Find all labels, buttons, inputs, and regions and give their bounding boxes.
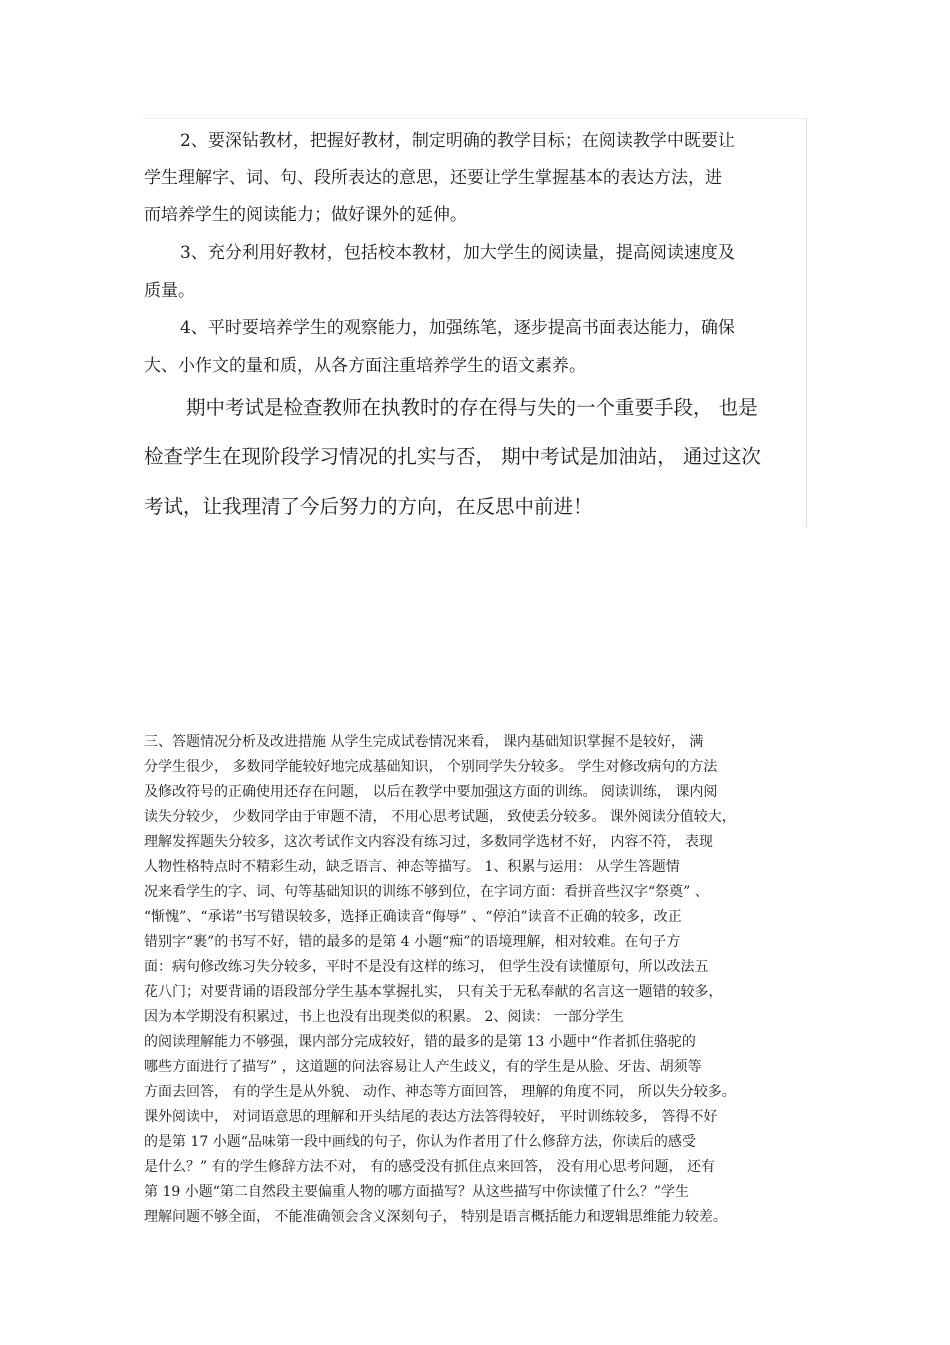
paragraph-line: 读失分较少， 少数同学由于审题不清， 不用心思考试题， 致使丢分较多。 课外阅读分值较大， [144,809,736,825]
paragraph-line: 是什么？” 有的学生修辞方法不对， 有的感受没有抓住点来回答， 没有用心思考问题， 还有 [144,1159,715,1175]
paragraph-line: 及修改符号的正确使用还存在问题， 以后在教学中要加强这方面的训练。 阅读训练， 课内阅 [144,784,718,800]
paragraph-line: 的阅读理解能力不够强，课内部分完成较好，错的最多的是第 13 小题中“作者抓住骆驼的 [144,1034,696,1050]
paragraph-line: 考试，让我理清了今后努力的方向，在反思中前进！ [144,495,593,518]
paragraph-line: 分学生很少， 多数同学能较好地完成基础知识， 个别同学失分较多。 学生对修改病句的方法 [144,759,718,775]
paragraph-line: 课外阅读中， 对词语意思的理解和开头结尾的表达方法答得较好， 平时训练较多， 答得不好 [144,1109,718,1125]
paragraph-line: 面：病句修改练习失分较多，平时不是没有这样的练习， 但学生没有读懂原句，所以改法五 [144,959,709,975]
paragraph-line: 期中考试是检查教师在执教时的存在得与失的一个重要手段， 也是 [186,396,758,419]
paragraph-line: 的是第 17 小题“品味第一段中画线的句子，你认为作者用了什么修辞方法，你读后的感受 [144,1134,696,1150]
paragraph-line: 理解问题不够全面， 不能准确领会含义深刻句子， 特别是语言概括能力和逻辑思维能力较差。 [144,1209,727,1225]
paragraph-line: “惭愧”、“承诺”书写错误较多，选择正确读音“侮辱” 、“停泊”读音不正确的较多，改正 [144,909,682,925]
paragraph-line: 检查学生在现阶段学习情况的扎实与否， 期中考试是加油站， 通过这次 [144,445,761,468]
paragraph-line: 花八门；对要背诵的语段部分学生基本掌握扎实， 只有关于无私奉献的名言这一题错的较多， [144,984,723,1000]
paragraph-line: 学生理解字、词、句、段所表达的意思，还要让学生掌握基本的表达方法，进 [144,168,722,188]
paragraph-line: 3、充分利用好教材，包括校本教材，加大学生的阅读量，提高阅读速度及 [180,243,735,263]
paragraph-line: 2、要深钻教材，把握好教材，制定明确的教学目标；在阅读教学中既要让 [180,131,735,151]
paragraph-line: 哪些方面进行了描写” ，这道题的问法容易让人产生歧义，有的学生是从脸、牙齿、胡须等 [144,1059,702,1075]
paragraph-line: 三、答题情况分析及改进措施 从学生完成试卷情况来看， 课内基础知识掌握不是较好， 满 [144,734,704,750]
paragraph-line: 错别字“裹”的书写不好，错的最多的是第 4 小题“痴”的语境理解，相对较难。在句子方 [144,934,681,950]
paragraph-line: 4、平时要培养学生的观察能力，加强练笔，逐步提高书面表达能力，确保 [180,318,735,338]
paragraph-line: 方面去回答， 有的学生是从外貌、 动作、神态等方面回答， 理解的角度不同， 所以失分较多。 [144,1084,736,1100]
paragraph-line: 大、小作文的量和质，从各方面注重培养学生的语文素养。 [144,356,586,376]
paragraph-line: 第 19 小题“第二自然段主要偏重人物的哪方面描写？从这些描写中你读懂了什么？”学生 [144,1184,690,1200]
paragraph-line: 况来看学生的字、词、句等基础知识的训练不够到位，在字词方面：看拼音些汉字“祭奠” 、 [144,884,709,900]
paragraph-line: 而培养学生的阅读能力；做好课外的延伸。 [144,205,467,225]
paragraph-line: 因为本学期没有积累过，书上也没有出现类似的积累。 2、阅读： 一部分学生 [144,1009,624,1025]
paragraph-line: 理解发挥题失分较多，这次考试作文内容没有练习过，多数同学选材不好， 内容不符， 表现 [144,834,713,850]
paragraph-line: 人物性格特点时不精彩生动，缺乏语言、神态等描写。 1、积累与运用： 从学生答题情 [144,859,680,875]
paragraph-line: 质量。 [144,281,195,301]
